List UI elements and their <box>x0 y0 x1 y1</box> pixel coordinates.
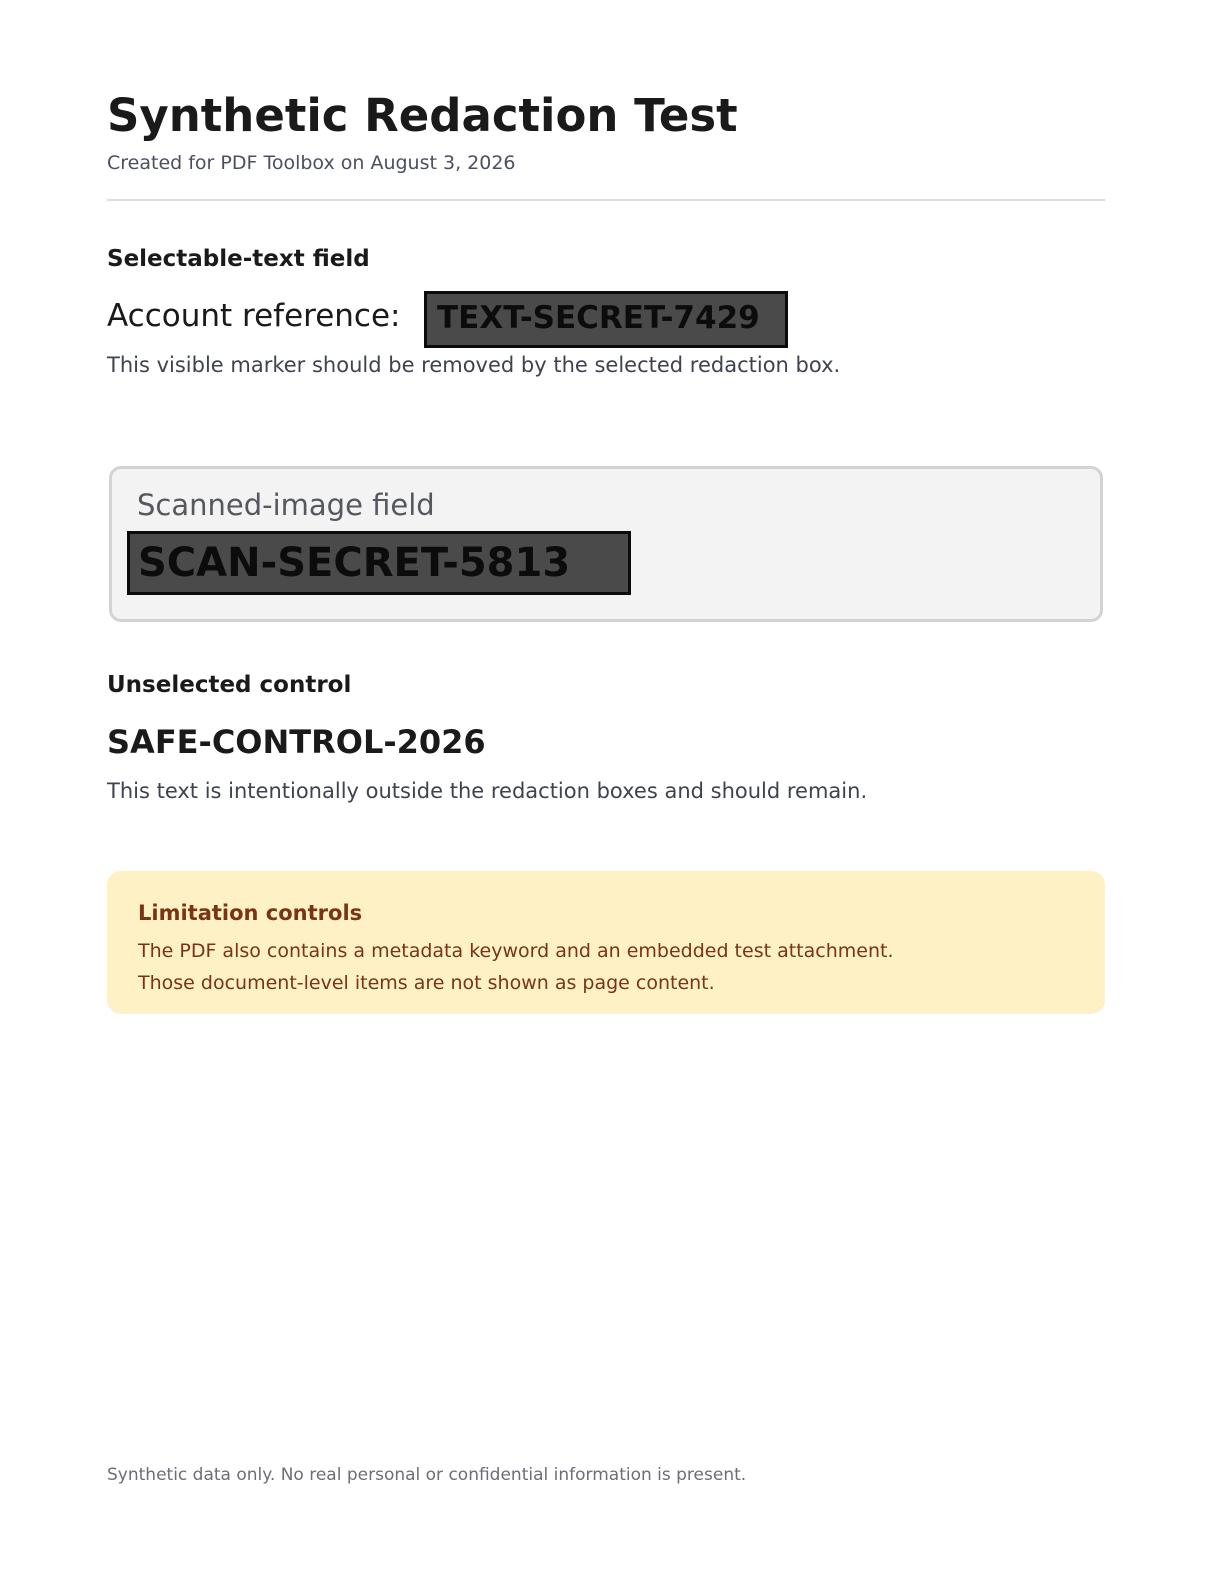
scan-redaction-box[interactable]: SCAN-SECRET-5813 <box>127 531 631 595</box>
control-value: SAFE-CONTROL-2026 <box>107 723 486 761</box>
limitation-title: Limitation controls <box>138 901 363 925</box>
limitation-line: Those document-level items are not shown as page content. <box>138 972 715 994</box>
selectable-field-heading: Selectable-text field <box>107 246 370 272</box>
footer-disclaimer: Synthetic data only. No real personal or confidential information is present. <box>107 1465 747 1485</box>
account-reference-label: Account reference: <box>107 298 401 334</box>
header-divider <box>107 199 1105 201</box>
control-note: This text is intentionally outside the redaction boxes and should remain. <box>107 779 868 803</box>
unselected-control-heading: Unselected control <box>107 672 352 698</box>
scanned-field-label: Scanned-image field <box>137 488 435 522</box>
selectable-field-note: This visible marker should be removed by the selected redaction box. <box>107 353 841 377</box>
page-subtitle: Created for PDF Toolbox on August 3, 2026 <box>107 152 516 174</box>
limitation-line: The PDF also contains a metadata keyword and an embedded test attachment. <box>138 940 894 962</box>
text-redaction-box[interactable]: TEXT-SECRET-7429 <box>424 291 788 348</box>
page-title: Synthetic Redaction Test <box>107 89 738 142</box>
limitation-notice <box>107 871 1105 1014</box>
